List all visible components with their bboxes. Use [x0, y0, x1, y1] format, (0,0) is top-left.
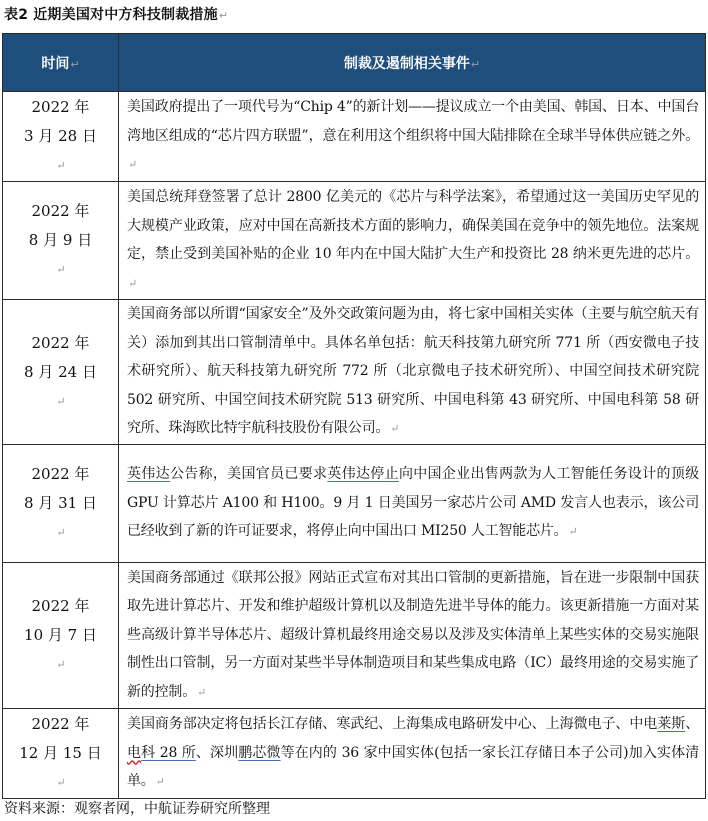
- header-event: 制裁及遏制相关事件↵: [119, 34, 706, 92]
- table-title: 表2 近期美国对中方科技制裁措施↵: [4, 7, 229, 23]
- row-event: 英伟达公告称，美国官员已要求英伟达停止向中国企业出售两款为人工智能任务设计的顶级 GPU 计算芯片 A100 和 H100。9 月 1 日美国另一家芯片公司 AMD 发言人也表示，该公司已经收到了新的许可证要求，将停止向中国出口 MI250 人工智能芯片。↵: [119, 445, 706, 563]
- table-row: [3, 709, 706, 799]
- row-date: 2022 年 10 月 7 日 ↵: [3, 563, 119, 709]
- row-date: 2022 年 12 月 15 日 ↵: [3, 709, 119, 799]
- row-date: 2022 年 8 月 9 日 ↵: [3, 182, 119, 300]
- paragraph-mark-icon: ↵: [218, 9, 229, 22]
- source-note: 资料来源：观察者网，中航证券研究所整理: [4, 801, 270, 817]
- row-event: 美国总统拜登签署了总计 2800 亿美元的《芯片与科学法案》，希望通过这一美国历史罕见的大规模产业政策，应对中国在高新技术方面的影响力，确保美国在竞争中的领先地位。法案规定，禁止受到美国补贴的企业 10 年内在中国大陆扩大生产和投资比 28 纳米更先进的芯片。↵: [119, 182, 706, 300]
- table-row: [3, 182, 706, 300]
- table-header-row: [3, 34, 706, 92]
- row-event: 美国政府提出了一项代号为“Chip 4”的新计划——提议成立一个由美国、韩国、日本、中国台湾地区组成的“芯片四方联盟”，意在利用这个组织将中国大陆排除在全球半导体供应链之外。↵: [119, 92, 706, 182]
- table-row: [3, 445, 706, 563]
- sanctions-table: [2, 33, 706, 799]
- header-time: 时间↵: [3, 34, 119, 92]
- table-row: [3, 563, 706, 709]
- row-date: 2022 年 8 月 31 日 ↵: [3, 445, 119, 563]
- row-event: 美国商务部决定将包括长江存储、寒武纪、上海集成电路研发中心、上海微电子、中电莱斯、电科 28 所、深圳鹏芯微等在内的 36 家中国实体(包括一家长江存储日本子公司)加入实体清单。↵: [119, 709, 706, 799]
- row-date: 2022 年 3 月 28 日 ↵: [3, 92, 119, 182]
- table-row: [3, 300, 706, 445]
- row-date: 2022 年 8 月 24 日 ↵: [3, 300, 119, 445]
- table-row: [3, 92, 706, 182]
- row-event: 美国商务部通过《联邦公报》网站正式宣布对其出口管制的更新措施，旨在进一步限制中国获取先进计算芯片、开发和维护超级计算机以及制造先进半导体的能力。该更新措施一方面对某些高级计算半导体芯片、超级计算机最终用途交易以及涉及实体清单上某些实体的交易实施限制性出口管制，另一方面对某些半导体制造项目和某些集成电路（IC）最终用途的交易实施了新的控制。↵: [119, 563, 706, 709]
- row-event: 美国商务部以所谓“国家安全”及外交政策问题为由，将七家中国相关实体（主要与航空航天有关）添加到其出口管制清单中。具体名单包括：航天科技第九研究所 771 所（西安微电子技术研究所）、航天科技第九研究所 772 所（北京微电子技术研究所）、中国空间技术研究院 502 研究所、中国空间技术研究院 513 研究所、中国电科第 43 研究所、中国电科第 58 研究所、珠海欧比特宇航科技股份有限公司。↵: [119, 300, 706, 445]
